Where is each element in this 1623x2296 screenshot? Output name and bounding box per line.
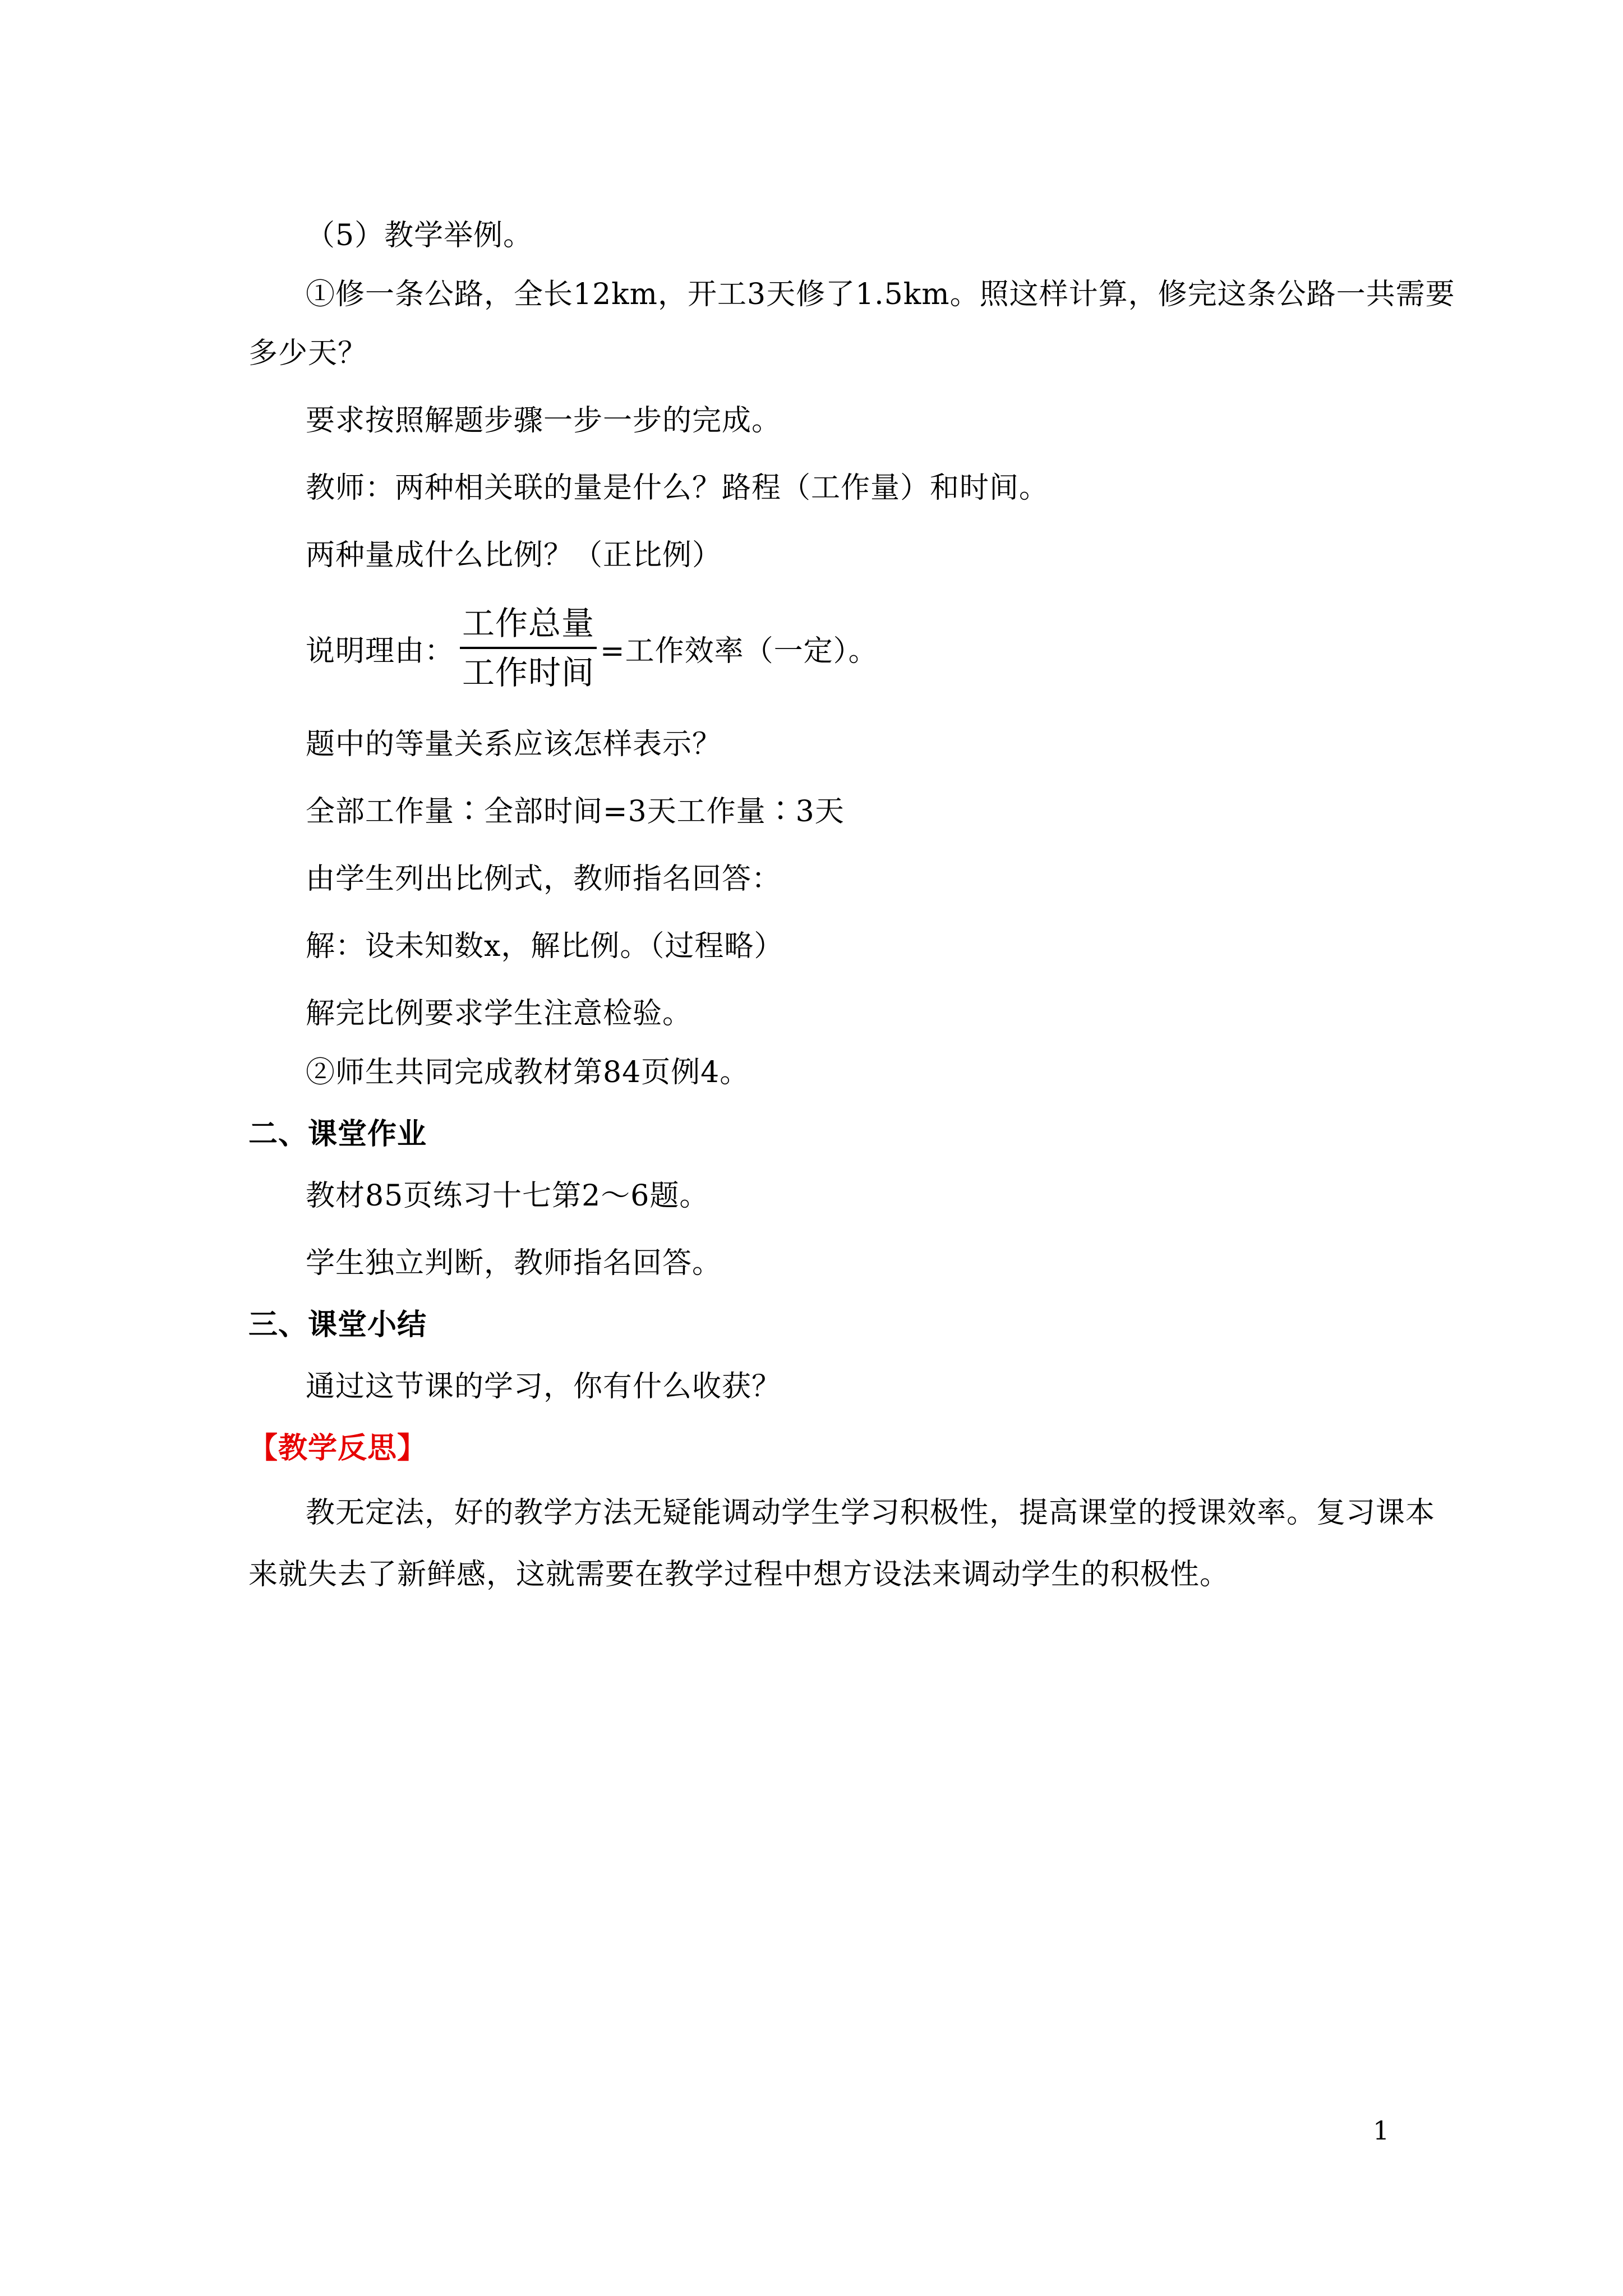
reflection-line-2: 来就失去了新鲜感，这就需要在教学过程中想方设法来调动学生的积极性。 — [248, 1558, 1230, 1591]
instruction-line: 要求按照解题步骤一步一步的完成。 — [306, 404, 782, 438]
fraction-numerator: 工作总量 — [460, 603, 597, 649]
proportion-question-line: 两种量成什么比例？（正比例） — [306, 539, 722, 572]
reason-label: 说明理由： — [306, 634, 455, 668]
reason-result: =工作效率（一定）。 — [600, 634, 878, 668]
page-number: 1 — [1373, 2115, 1390, 2146]
student-proportion-line: 由学生列出比例式，教师指名回答： — [306, 862, 782, 896]
reflection-line-1: 教无定法，好的教学方法无疑能调动学生学习积极性，提高课堂的授课效率。复习课本 — [306, 1496, 1436, 1530]
reflection-heading: 【教学反思】 — [248, 1432, 427, 1465]
example-title: （5）教学举例。 — [306, 219, 533, 252]
summary-line: 通过这节课的学习，你有什么收获？ — [306, 1370, 782, 1404]
solution-line: 解：设未知数x，解比例。（过程略） — [306, 930, 784, 963]
section-heading-summary: 三、课堂小结 — [248, 1308, 427, 1342]
section-heading-homework: 二、课堂作业 — [248, 1117, 427, 1151]
problem-line-2: 多少天？ — [248, 337, 368, 370]
check-line: 解完比例要求学生注意检验。 — [306, 997, 693, 1030]
relation-equation-line: 全部工作量∶全部时间=3天工作量∶3天 — [306, 795, 845, 829]
fraction-denominator: 工作时间 — [462, 654, 595, 692]
fraction — [460, 603, 597, 693]
problem-line-1: ①修一条公路，全长12km，开工3天修了1.5km。照这样计算，修完这条公路一共需要 — [306, 278, 1455, 311]
example-4-line: ②师生共同完成教材第84页例4。 — [306, 1056, 750, 1089]
relation-question-line: 题中的等量关系应该怎样表示？ — [306, 728, 722, 761]
homework-line-1: 教材85页练习十七第2～6题。 — [306, 1179, 709, 1213]
reason-formula — [306, 600, 878, 696]
teacher-question-line: 教师：两种相关联的量是什么？路程（工作量）和时间。 — [306, 471, 1049, 505]
homework-line-2: 学生独立判断，教师指名回答。 — [306, 1246, 722, 1280]
